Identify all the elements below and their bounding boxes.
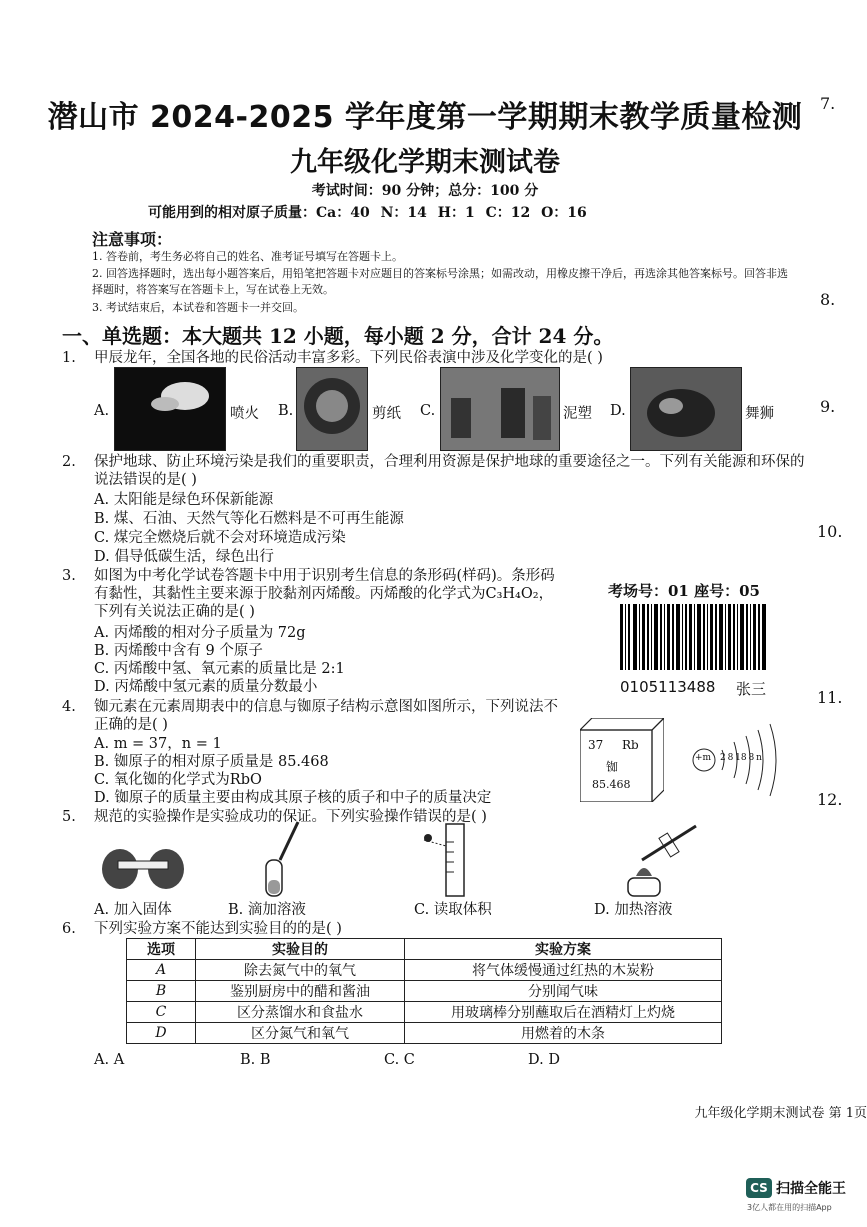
element-card bbox=[580, 718, 664, 802]
q1-option-a-letter: A. bbox=[94, 403, 110, 419]
clay-sculpture-image bbox=[440, 367, 560, 451]
lion-dance-icon bbox=[631, 368, 741, 450]
table-cell-purpose: 区分蒸馏水和食盐水 bbox=[196, 1002, 405, 1023]
element-symbol: Rb bbox=[622, 738, 639, 752]
q5-option-d: D. 加热溶液 bbox=[594, 902, 673, 918]
heat-solution-image bbox=[622, 820, 702, 900]
right-q8-number: 8. bbox=[820, 290, 836, 309]
q1-option-a-label: 喷火 bbox=[230, 406, 259, 422]
q1-option-d-label: 舞狮 bbox=[745, 406, 774, 422]
alcohol-lamp-icon bbox=[622, 820, 702, 900]
drop-solution-image bbox=[258, 820, 308, 898]
exam-info: 考试时间：90 分钟；总分：100 分 bbox=[311, 183, 539, 199]
q1-option-c-label: 泥塑 bbox=[563, 406, 592, 422]
page-footer: 九年级化学期末测试卷 第 1页 bbox=[694, 1106, 867, 1121]
atom-nucleus: +m bbox=[695, 753, 712, 763]
q3-text: 如图为中考化学试卷答题卡中用于识别考生信息的条形码(样码)。条形码有黏性，其黏性主要来源于胶黏剂丙烯酸。丙烯酸的化学式为C₃H₄O₂，下列有关说法正确的是( ) bbox=[94, 568, 555, 620]
right-q10-number: 10. bbox=[817, 522, 843, 541]
paper-cut-image bbox=[296, 367, 368, 451]
q4-number: 4. bbox=[62, 699, 76, 715]
q5-option-c: C. 读取体积 bbox=[414, 902, 492, 918]
q3-number: 3. bbox=[62, 568, 76, 584]
q6-text: 下列实验方案不能达到实验目的的是( ) bbox=[94, 921, 342, 937]
scanner-tagline: 3亿人都在用的扫描App bbox=[747, 1203, 832, 1212]
atomic-masses: 可能用到的相对原子质量：Ca：40 N：14 H：1 C：12 O：16 bbox=[148, 205, 587, 221]
q1-option-d-letter: D. bbox=[610, 403, 626, 419]
q2-option-a: A. 太阳能是绿色环保新能源 bbox=[94, 492, 274, 508]
notice-title: 注意事项： bbox=[92, 230, 173, 249]
table-row bbox=[127, 981, 722, 1002]
table-cell-option: D bbox=[127, 1023, 196, 1044]
right-q12-number: 12. bbox=[817, 790, 843, 809]
q6-answer-d: D. D bbox=[528, 1052, 560, 1068]
dropper-test-tube-icon bbox=[258, 820, 308, 898]
notice-2: 2. 回答选择题时，选出每小题答案后，用铅笔把答题卡对应题目的答案标号涂黑；如需改动，用橡皮擦干净后，再选涂其他答案标号。回答非选择题时，将答案写在答题卡上，写在试卷上无效。 bbox=[92, 267, 788, 296]
q1-text: 甲辰龙年，全国各地的民俗活动丰富多彩。下列民俗表演中涉及化学变化的是( ) bbox=[94, 350, 603, 366]
q6-answer-a: A. A bbox=[94, 1052, 125, 1068]
fire-icon bbox=[115, 368, 225, 450]
q6-answer-b: B. B bbox=[240, 1052, 271, 1068]
barcode-name: 张三 bbox=[736, 680, 767, 698]
barcode-number: 0105113488 bbox=[620, 678, 716, 696]
q6-answer-c: C. C bbox=[384, 1052, 415, 1068]
q2-text: 保护地球、防止环境污染是我们的重要职责，合理利用资源是保护地球的重要途径之一。下列有关能源和环保的说法错误的是( ) bbox=[94, 454, 805, 488]
scanner-brand: 扫描全能王 bbox=[776, 1181, 846, 1197]
q5-number: 5. bbox=[62, 809, 76, 825]
paper-cut-icon bbox=[297, 368, 367, 450]
q4-text: 铷元素在元素周期表中的信息与铷原子结构示意图如图所示，下列说法不正确的是( ) bbox=[94, 699, 558, 733]
barcode-image bbox=[620, 604, 770, 670]
table-header-plan: 实验方案 bbox=[405, 939, 722, 960]
q2-number: 2. bbox=[62, 454, 76, 470]
q4-option-a: A. m = 37，n = 1 bbox=[94, 736, 222, 752]
atom-shells: 2 8 18 8 n bbox=[720, 753, 762, 763]
q5-option-b: B. 滴加溶液 bbox=[228, 902, 306, 918]
q1-option-b-letter: B. bbox=[278, 403, 294, 419]
exam-subtitle: 九年级化学期末测试卷 bbox=[290, 147, 560, 178]
table-cell-option: A bbox=[127, 960, 196, 981]
q3-option-a: A. 丙烯酸的相对分子质量为 72g bbox=[94, 625, 306, 641]
table-cell-plan: 用玻璃棒分别蘸取后在酒精灯上灼烧 bbox=[405, 1002, 722, 1023]
q1-number: 1. bbox=[62, 350, 76, 366]
q1-option-b-label: 剪纸 bbox=[372, 406, 401, 422]
q3-option-b: B. 丙烯酸中含有 9 个原子 bbox=[94, 643, 263, 659]
right-q9-number: 9. bbox=[820, 397, 836, 416]
exam-title: 潜山市 2024-2025 学年度第一学期期末教学质量检测 bbox=[47, 100, 803, 135]
q3-option-c: C. 丙烯酸中氢、氧元素的质量比是 2:1 bbox=[94, 661, 345, 677]
table-cell-purpose: 区分氮气和氧气 bbox=[196, 1023, 405, 1044]
graduated-cylinder-icon bbox=[420, 822, 490, 900]
q4-option-b: B. 铷原子的相对原子质量是 85.468 bbox=[94, 754, 329, 770]
q5-option-a: A. 加入固体 bbox=[94, 902, 172, 918]
table-cell-plan: 分别闻气味 bbox=[405, 981, 722, 1002]
right-q11-number: 11. bbox=[817, 688, 843, 707]
read-volume-image bbox=[420, 822, 490, 900]
notice-1: 1. 答卷前，考生务必将自己的姓名、准考证号填写在答题卡上。 bbox=[92, 250, 403, 263]
barcode-header: 考场号：01 座号：05 bbox=[608, 582, 760, 600]
lion-dance-image bbox=[630, 367, 742, 451]
table-row bbox=[127, 960, 722, 981]
table-cell-purpose: 鉴别厨房中的醋和酱油 bbox=[196, 981, 405, 1002]
q6-number: 6. bbox=[62, 921, 76, 937]
element-mass: 85.468 bbox=[592, 778, 631, 791]
q4-option-d: D. 铷原子的质量主要由构成其原子核的质子和中子的质量决定 bbox=[94, 790, 492, 806]
table-header-option: 选项 bbox=[127, 939, 196, 960]
table-cell-option: B bbox=[127, 981, 196, 1002]
table-header-row bbox=[127, 939, 722, 960]
scanner-logo: CS bbox=[746, 1178, 772, 1198]
experiment-table bbox=[126, 938, 722, 1044]
table-cell-plan: 用燃着的木条 bbox=[405, 1023, 722, 1044]
table-cell-purpose: 除去氮气中的氧气 bbox=[196, 960, 405, 981]
q3-option-d: D. 丙烯酸中氢元素的质量分数最小 bbox=[94, 679, 318, 695]
clay-figures-icon bbox=[441, 368, 559, 450]
table-cell-option: C bbox=[127, 1002, 196, 1023]
table-row bbox=[127, 1002, 722, 1023]
element-number: 37 bbox=[588, 738, 604, 752]
hands-test-tube-icon bbox=[98, 835, 188, 897]
table-row bbox=[127, 1023, 722, 1044]
right-q7-number: 7. bbox=[820, 94, 836, 113]
q1-option-c-letter: C. bbox=[420, 403, 436, 419]
element-name: 铷 bbox=[606, 760, 619, 774]
table-header-purpose: 实验目的 bbox=[196, 939, 405, 960]
notice-3: 3. 考试结束后，本试卷和答题卡一并交回。 bbox=[92, 301, 304, 314]
q2-option-c: C. 煤完全燃烧后就不会对环境造成污染 bbox=[94, 530, 346, 546]
q5-text: 规范的实验操作是实验成功的保证。下列实验操作错误的是( ) bbox=[94, 809, 487, 825]
section-title: 一、单选题：本大题共 12 小题，每小题 2 分，合计 24 分。 bbox=[62, 324, 614, 348]
q2-option-b: B. 煤、石油、天然气等化石燃料是不可再生能源 bbox=[94, 511, 404, 527]
table-cell-plan: 将气体缓慢通过红热的木炭粉 bbox=[405, 960, 722, 981]
barcode-icon bbox=[620, 604, 770, 670]
atom-structure-diagram bbox=[690, 722, 780, 798]
q2-option-d: D. 倡导低碳生活，绿色出行 bbox=[94, 549, 274, 565]
q4-option-c: C. 氧化铷的化学式为RbO bbox=[94, 772, 262, 788]
add-solid-image bbox=[98, 835, 188, 897]
fire-breathing-image bbox=[114, 367, 226, 451]
